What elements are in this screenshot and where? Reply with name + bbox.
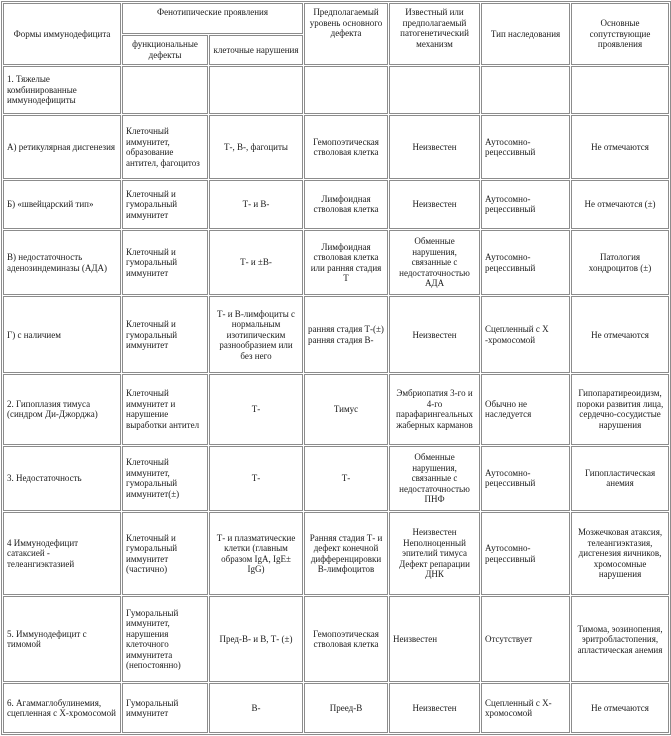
table-row — [3, 446, 669, 511]
cell-associated: Не отмечаются (±) — [571, 180, 669, 229]
cell-level: Лимфоидная стволовая клетка или ранняя стадия Т — [304, 230, 388, 295]
cell-cellular: Т-, В-, фагоциты — [209, 115, 303, 178]
cell-cellular: Т- — [209, 374, 303, 445]
cell-functional: Клеточный иммунитет, образование антител, фагоцитоз — [122, 115, 208, 178]
cell-cellular: Т- и ±В- — [209, 230, 303, 295]
cell-associated: Не отмечаются — [571, 296, 669, 373]
cell-mechanism: Неизвестен — [389, 683, 480, 733]
cell-form: 2. Гипоплазия тимуса (синдром Ди-Джорджа) — [3, 374, 121, 445]
cell-inheritance: Отсутствует — [481, 596, 570, 682]
cell-functional: Клеточный и гуморальный иммунитет (частично) — [122, 512, 208, 595]
cell-associated: Не отмечаются — [571, 115, 669, 178]
cell-mechanism: Неизвестен — [389, 180, 480, 229]
cell-inheritance: Аутосомно-рецессивный — [481, 446, 570, 511]
cell-form: Г) с наличием — [3, 296, 121, 373]
cell-mechanism: Неизвестен Неполноценный эпителий тимуса Дефект репарации ДНК — [389, 512, 480, 595]
cell-functional: Клеточный иммунитет, гуморальный иммунитет(±) — [122, 446, 208, 511]
table-row — [3, 374, 669, 445]
cell-cellular: Т- и плазматические клетки (главным образом IgA, IgE± IgG) — [209, 512, 303, 595]
cell-inheritance: Обычно не наследуется — [481, 374, 570, 445]
cell-mechanism: Неизвестен — [389, 296, 480, 373]
cell-level: Гемопоэтическая стволовая клетка — [304, 115, 388, 178]
header-forms: Формы иммунодефицита — [3, 3, 121, 65]
cell-cellular: Т- и В-лимфоциты с нормальным изотипическим разнообразием или без него — [209, 296, 303, 373]
cell-cellular: В- — [209, 683, 303, 733]
cell-form: 4 Иммунодефицит сатаксией - телеангиэктазией — [3, 512, 121, 595]
header-mechanism: Известный или предполагаемый патогенетический механизм — [389, 3, 480, 65]
cell-functional: Гуморальный иммунитет — [122, 683, 208, 733]
cell-associated: Гипопаратиреоидизм, пороки развития лица, сердечно-сосудистые нарушения — [571, 374, 669, 445]
table-row — [3, 512, 669, 595]
cell-cellular: Пред-В- и В, Т- (±) — [209, 596, 303, 682]
cell-mechanism: Неизвестен — [389, 115, 480, 178]
header-functional: функциональные дефекты — [122, 35, 208, 66]
cell-form: 3. Недостаточность — [3, 446, 121, 511]
cell-level: Тимус — [304, 374, 388, 445]
table-row — [3, 115, 669, 178]
header-associated: Основные сопутствующие проявления — [571, 3, 669, 65]
cell-inheritance: Сцепленный с Х-хромосомой — [481, 683, 570, 733]
table-row — [3, 683, 669, 733]
cell-associated: Не отмечаются — [571, 683, 669, 733]
cell-inheritance: Аутосомно-рецессивный — [481, 115, 570, 178]
cell-functional: Клеточный и гуморальный иммунитет — [122, 296, 208, 373]
cell-form: А) ретикулярная дисгенезия — [3, 115, 121, 178]
cell-cellular: Т- и В- — [209, 180, 303, 229]
table-row — [3, 66, 669, 114]
cell-inheritance: Сцепленный с Х -хромосомой — [481, 296, 570, 373]
cell-form: 5. Иммунодефицит с тимомой — [3, 596, 121, 682]
cell-functional: Клеточный иммунитет и нарушение выработки антител — [122, 374, 208, 445]
immunodeficiency-table — [1, 1, 671, 735]
cell-mechanism: Обменные нарушения, связанные с недостаточностью ПНФ — [389, 446, 480, 511]
cell-functional: Клеточный и гуморальный иммунитет — [122, 230, 208, 295]
cell-mechanism: Неизвестен — [389, 596, 480, 682]
table-row — [3, 180, 669, 229]
cell-associated: Гипопластическая анемия — [571, 446, 669, 511]
table-row — [3, 596, 669, 682]
cell-associated: Мозжечковая атаксия, телеангиэктазия, дисгенезия яичников, хромосомные нарушения — [571, 512, 669, 595]
cell-level: Ранняя стадия Т- и дефект конечной дифференцировки В-лимфоцитов — [304, 512, 388, 595]
cell-cellular: Т- — [209, 446, 303, 511]
table-row — [3, 230, 669, 295]
cell-level: Т- — [304, 446, 388, 511]
cell-inheritance: Аутосомно-рецессивный — [481, 180, 570, 229]
cell-level: Гемопоэтическая стволовая клетка — [304, 596, 388, 682]
cell-level: Лимфоидная стволовая клетка — [304, 180, 388, 229]
header-phenotypic: Фенотипические проявления — [122, 3, 303, 34]
table-row — [3, 296, 669, 373]
header-inheritance: Тип наследования — [481, 3, 570, 65]
header-cellular: клеточные нарушения — [209, 35, 303, 66]
cell-inheritance: Аутосомно-рецессивный — [481, 512, 570, 595]
cell-form: Б) «швейцарский тип» — [3, 180, 121, 229]
cell-associated: Патология хондроцитов (±) — [571, 230, 669, 295]
cell-inheritance: Аутосомно-рецессивный — [481, 230, 570, 295]
cell-level: ранняя стадия Т-(±) ранняя стадия В- — [304, 296, 388, 373]
section-title: 1. Тяжелые комбинированные иммунодефициты — [3, 66, 121, 114]
cell-associated: Тимома, эозинопения, эритробластопения, апластическая анемия — [571, 596, 669, 682]
cell-mechanism: Эмбриопатия 3-го и 4-го парафарингеальных жаберных карманов — [389, 374, 480, 445]
cell-mechanism: Обменные нарушения, связанные с недостаточностью АДА — [389, 230, 480, 295]
header-level: Предполагаемый уровень основного дефекта — [304, 3, 388, 65]
cell-level: Преед-В — [304, 683, 388, 733]
cell-form: 6. Агаммаглобулинемия, сцепленная с Х-хромосомой — [3, 683, 121, 733]
cell-functional: Гуморальный иммунитет, нарушения клеточного иммунитета (непостоянно) — [122, 596, 208, 682]
cell-functional: Клеточный и гуморальный иммунитет — [122, 180, 208, 229]
cell-form: В) недостаточность аденозиндеминазы (АДА) — [3, 230, 121, 295]
